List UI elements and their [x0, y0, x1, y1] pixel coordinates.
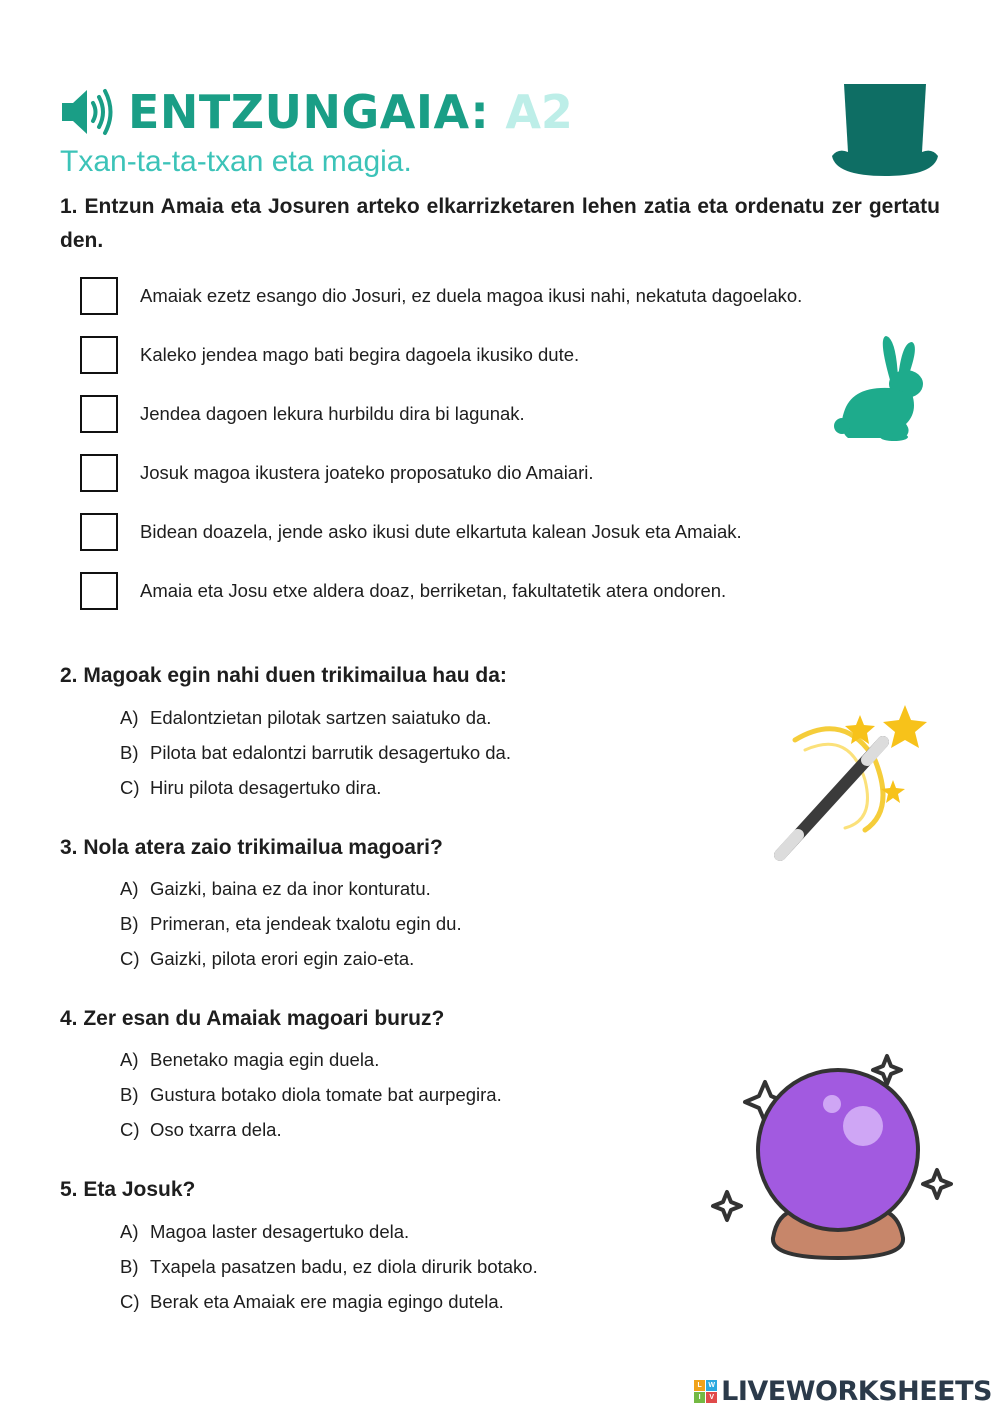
- option-letter: A): [120, 878, 139, 899]
- answer-option[interactable]: [120, 1221, 409, 1243]
- option-text: Gustura botako diola tomate bat aurpegira.: [150, 1084, 502, 1105]
- list-item: [80, 334, 579, 376]
- option-text: Magoa laster desagertuko dela.: [150, 1221, 410, 1242]
- list-item: [80, 393, 525, 435]
- answer-option[interactable]: [120, 1119, 282, 1141]
- option-text: Hiru pilota desagertuko dira.: [150, 777, 382, 798]
- liveworksheets-logo[interactable]: [694, 1376, 992, 1407]
- answer-option[interactable]: [120, 707, 491, 729]
- order-item-text: Josuk magoa ikustera joateko proposatuko dio Amaiari.: [140, 462, 594, 483]
- option-text: Pilota bat edalontzi barrutik desagertuko da.: [150, 742, 511, 763]
- list-item: [80, 452, 594, 494]
- logo-letter: I: [694, 1392, 705, 1403]
- option-letter: C): [120, 1291, 140, 1312]
- logo-letter: L: [694, 1380, 705, 1391]
- question-1-prompt: 1. Entzun Amaia eta Josuren arteko elkarrizketaren lehen zatia eta ordenatu zer gertatu den.: [60, 195, 940, 252]
- answer-option[interactable]: [120, 878, 431, 900]
- order-item-text: Kaleko jendea mago bati begira dagoela ikusiko dute.: [140, 344, 580, 365]
- magic-wand-icon: [765, 700, 935, 865]
- option-letter: C): [120, 1119, 140, 1140]
- option-text: Gaizki, baina ez da inor konturatu.: [150, 878, 431, 899]
- option-text: Benetako magia egin duela.: [150, 1049, 380, 1070]
- answer-option[interactable]: [120, 777, 381, 799]
- order-item-text: Jendea dagoen lekura hurbildu dira bi lagunak.: [140, 403, 525, 424]
- list-item: [80, 570, 726, 612]
- option-text: Primeran, eta jendeak txalotu egin du.: [150, 913, 462, 934]
- top-hat-icon: [830, 80, 940, 178]
- rabbit-icon: [832, 334, 938, 442]
- option-letter: B): [120, 1084, 139, 1105]
- option-letter: A): [120, 1049, 139, 1070]
- logo-icon: [694, 1380, 717, 1403]
- crystal-ball-icon: [705, 1052, 957, 1264]
- option-letter: A): [120, 707, 139, 728]
- order-checkbox[interactable]: [80, 513, 118, 551]
- list-item: [80, 275, 802, 317]
- order-item-text: Amaiak ezetz esango dio Josuri, ez duela magoa ikusi nahi, nekatuta dagoelako.: [140, 285, 803, 306]
- option-letter: B): [120, 913, 139, 934]
- question-4-prompt: 4. Zer esan du Amaiak magoari buruz?: [60, 1007, 445, 1030]
- list-item: [80, 511, 742, 553]
- order-checkbox[interactable]: [80, 277, 118, 315]
- answer-option[interactable]: [120, 1291, 504, 1313]
- question-5-prompt: 5. Eta Josuk?: [60, 1178, 196, 1201]
- option-letter: C): [120, 948, 140, 969]
- option-text: Oso txarra dela.: [150, 1119, 282, 1140]
- option-letter: C): [120, 777, 140, 798]
- order-checkbox[interactable]: [80, 336, 118, 374]
- option-text: Berak eta Amaiak ere magia egingo dutela.: [150, 1291, 504, 1312]
- answer-option[interactable]: [120, 1256, 538, 1278]
- option-text: Edalontzietan pilotak sartzen saiatuko da.: [150, 707, 492, 728]
- brand-name: LIVEWORKSHEETS: [721, 1376, 992, 1407]
- logo-letter: V: [706, 1392, 717, 1403]
- option-text: Gaizki, pilota erori egin zaio-eta.: [150, 948, 415, 969]
- order-checkbox[interactable]: [80, 454, 118, 492]
- option-letter: B): [120, 742, 139, 763]
- order-checkbox[interactable]: [80, 395, 118, 433]
- answer-option[interactable]: [120, 742, 511, 764]
- order-item-text: Amaia eta Josu etxe aldera doaz, berriketan, fakultatetik atera ondoren.: [140, 580, 727, 601]
- option-letter: A): [120, 1221, 139, 1242]
- answer-option[interactable]: [120, 1084, 502, 1106]
- answer-option[interactable]: [120, 913, 462, 935]
- answer-option[interactable]: [120, 1049, 379, 1071]
- answer-option[interactable]: [120, 948, 414, 970]
- logo-letter: W: [706, 1380, 717, 1391]
- question-3-prompt: 3. Nola atera zaio trikimailua magoari?: [60, 836, 443, 859]
- order-checkbox[interactable]: [80, 572, 118, 610]
- header-title-row: [60, 82, 573, 142]
- speaker-icon[interactable]: [60, 86, 116, 138]
- level-badge: A2: [505, 85, 573, 139]
- question-2-prompt: 2. Magoak egin nahi duen trikimailua hau da:: [60, 664, 507, 687]
- option-letter: B): [120, 1256, 139, 1277]
- page-title: ENTZUNGAIA:: [128, 85, 490, 139]
- order-item-text: Bidean doazela, jende asko ikusi dute elkartuta kalean Josuk eta Amaiak.: [140, 521, 742, 542]
- page-subtitle: Txan-ta-ta-txan eta magia.: [60, 145, 412, 178]
- option-text: Txapela pasatzen badu, ez diola dirurik botako.: [150, 1256, 538, 1277]
